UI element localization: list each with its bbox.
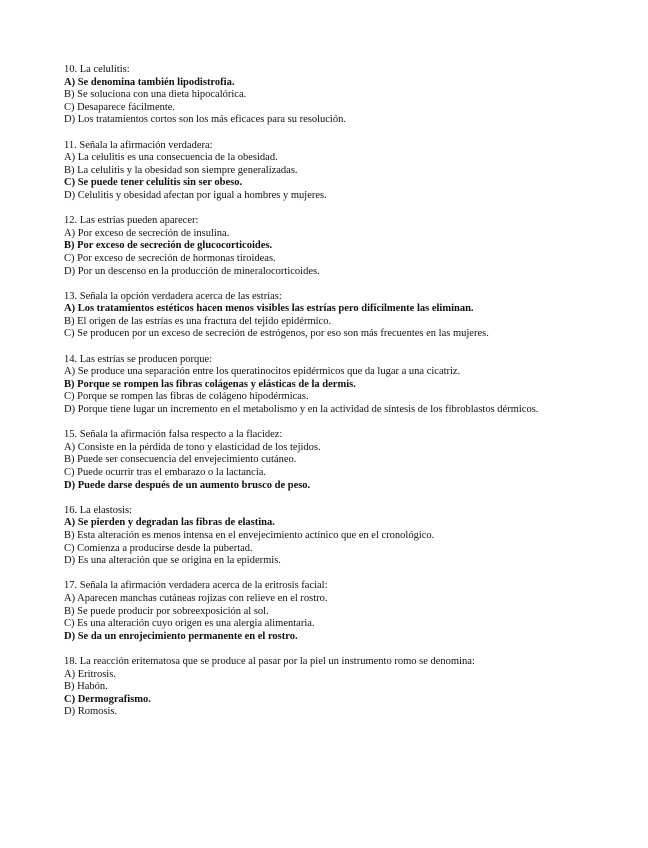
question-block bbox=[64, 215, 624, 278]
question-title: 11. Señala la afirmación verdadera: bbox=[64, 139, 213, 151]
question-block bbox=[64, 656, 624, 719]
correct-answer-option: D) Se da un enrojecimiento permanente en el rostro. bbox=[64, 630, 298, 642]
correct-answer-option: B) Porque se rompen las fibras colágenas y elásticas de la dermis. bbox=[64, 378, 356, 390]
answer-option: A) Aparecen manchas cutáneas rojizas con relieve en el rostro. bbox=[64, 592, 328, 604]
answer-option: B) Puede ser consecuencia del envejecimiento cutáneo. bbox=[64, 454, 297, 466]
correct-answer-option: B) Por exceso de secreción de glucocorticoides. bbox=[64, 240, 273, 252]
question-title: 10. La celulitis: bbox=[64, 64, 130, 75]
question-block bbox=[64, 429, 624, 492]
answer-option: B) Esta alteración es menos intensa en el envejecimiento actínico que en el cronológico. bbox=[64, 529, 435, 541]
answer-option: C) Se producen por un exceso de secreción de estrógenos, por eso son más frecuentes en las mujeres. bbox=[64, 328, 489, 340]
correct-answer-option: A) Los tratamientos estéticos hacen menos visibles las estrías pero difícilmente las eliminan. bbox=[64, 303, 474, 315]
answer-option: B) Habón. bbox=[64, 681, 108, 693]
question-title: 18. La reacción eritematosa que se produce al pasar por la piel un instrumento romo se denomina: bbox=[64, 655, 475, 667]
question-block bbox=[64, 140, 624, 203]
answer-option: A) Eritrosis. bbox=[64, 668, 116, 680]
answer-option: D) Romosis. bbox=[64, 706, 118, 718]
answer-option: D) Celulitis y obesidad afectan por igual a hombres y mujeres. bbox=[64, 189, 327, 201]
answer-option: B) Se soluciona con una dieta hipocalórica. bbox=[64, 89, 247, 101]
question-title: 16. La elastosis: bbox=[64, 504, 132, 516]
answer-option: A) Por exceso de secreción de insulina. bbox=[64, 227, 230, 239]
question-title: 14. Las estrías se producen porque: bbox=[64, 353, 213, 365]
correct-answer-option: A) Se denomina también lipodistrofia. bbox=[64, 76, 235, 88]
answer-option: C) Desaparece fácilmente. bbox=[64, 101, 176, 113]
answer-option: C) Es una alteración cuyo origen es una alergia alimentaria. bbox=[64, 618, 315, 630]
question-block bbox=[64, 505, 624, 568]
question-title: 13. Señala la opción verdadera acerca de las estrías: bbox=[64, 290, 282, 302]
answer-option: C) Comienza a producirse desde la pubertad. bbox=[64, 542, 253, 554]
question-block bbox=[64, 354, 624, 417]
answer-option: A) Se produce una separación entre los queratinocitos epidérmicos que da lugar a una cicatriz. bbox=[64, 366, 461, 378]
question-block bbox=[64, 580, 624, 643]
answer-option: B) La celulitis y la obesidad son siempre generalizadas. bbox=[64, 164, 298, 176]
answer-option: C) Por exceso de secreción de hormonas tiroideas. bbox=[64, 252, 276, 264]
answer-option: A) La celulitis es una consecuencia de la obesidad. bbox=[64, 152, 278, 164]
document-page bbox=[64, 64, 624, 731]
correct-answer-option: C) Se puede tener celulitis sin ser obeso. bbox=[64, 177, 243, 189]
answer-option: C) Puede ocurrir tras el embarazo o la lactancia. bbox=[64, 467, 267, 478]
answer-option: D) Es una alteración que se origina en la epidermis. bbox=[64, 555, 281, 567]
answer-option: D) Los tratamientos cortos son los más eficaces para su resolución. bbox=[64, 114, 346, 126]
question-title: 17. Señala la afirmación verdadera acerca de la eritrosis facial: bbox=[64, 580, 328, 592]
answer-option: C) Porque se rompen las fibras de colágeno hipodérmicas. bbox=[64, 391, 309, 403]
question-title: 15. Señala la afirmación falsa respecto a la flacidez: bbox=[64, 429, 283, 441]
answer-option: D) Porque tiene lugar un incremento en el metabolismo y en la actividad de síntesis de los fibroblastos dérmicos. bbox=[64, 404, 539, 416]
question-title: 12. Las estrías pueden aparecer: bbox=[64, 215, 199, 227]
correct-answer-option: A) Se pierden y degradan las fibras de elastina. bbox=[64, 517, 275, 529]
correct-answer-option: C) Dermografismo. bbox=[64, 693, 151, 705]
answer-option: B) Se puede producir por sobreexposición al sol. bbox=[64, 605, 269, 617]
question-block bbox=[64, 291, 624, 341]
question-block bbox=[64, 64, 624, 127]
answer-option: A) Consiste en la pérdida de tono y elasticidad de los tejidos. bbox=[64, 441, 321, 453]
correct-answer-option: D) Puede darse después de un aumento brusco de peso. bbox=[64, 479, 311, 491]
answer-option: D) Por un descenso en la producción de mineralocorticoides. bbox=[64, 265, 320, 277]
answer-option: B) El origen de las estrías es una fractura del tejido epidérmico. bbox=[64, 315, 332, 327]
